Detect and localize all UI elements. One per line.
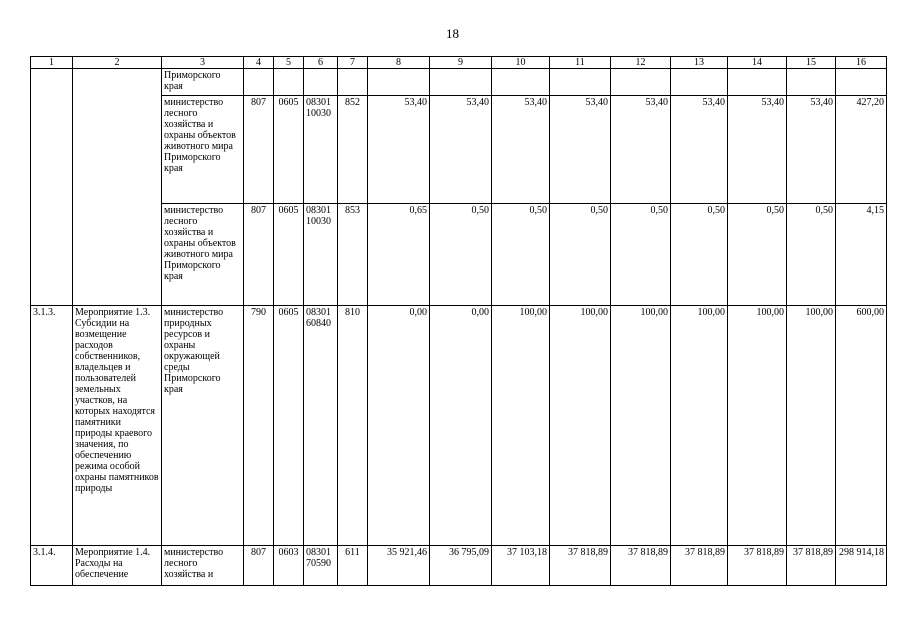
grbs-cell: [244, 69, 274, 96]
value-cell: 53,40: [368, 96, 430, 204]
vr-cell: 852: [338, 96, 368, 204]
row-name-cell: [73, 69, 162, 306]
vr-cell: 853: [338, 204, 368, 306]
section-cell: 0605: [274, 204, 304, 306]
agency-cell: министерство лесного хозяйства и охраны объектов животного мира Приморского края: [162, 204, 244, 306]
column-header: 5: [274, 57, 304, 69]
value-cell: [671, 69, 728, 96]
value-cell: 0,50: [550, 204, 611, 306]
column-header: 16: [836, 57, 887, 69]
column-header: 2: [73, 57, 162, 69]
total-cell: [836, 69, 887, 96]
column-header: 15: [787, 57, 836, 69]
total-cell: 298 914,18: [836, 546, 887, 586]
column-header: 7: [338, 57, 368, 69]
value-cell: 0,50: [492, 204, 550, 306]
value-cell: [787, 69, 836, 96]
value-cell: 53,40: [671, 96, 728, 204]
csr-cell: 08301 10030: [304, 96, 338, 204]
value-cell: 0,00: [430, 306, 492, 546]
total-cell: 600,00: [836, 306, 887, 546]
value-cell: 0,50: [728, 204, 787, 306]
agency-cell: министерство природных ресурсов и охраны окружающей среды Приморского края: [162, 306, 244, 546]
agency-cell: министерство лесного хозяйства и охраны объектов животного мира Приморского края: [162, 96, 244, 204]
column-header: 4: [244, 57, 274, 69]
value-cell: 37 818,89: [671, 546, 728, 586]
value-cell: 35 921,46: [368, 546, 430, 586]
table-row: [31, 306, 887, 546]
row-id-cell: 3.1.3.: [31, 306, 73, 546]
value-cell: 0,00: [368, 306, 430, 546]
value-cell: 100,00: [611, 306, 671, 546]
column-header: 9: [430, 57, 492, 69]
row-name-cell: Мероприятие 1.3. Субсидии на возмещение расходов собственников, владельцев и пользователей земельных участков, на которых находятся памятники природы краевого значения, по обеспечению режима особой охраны памятников природы: [73, 306, 162, 546]
column-header: 13: [671, 57, 728, 69]
grbs-cell: 807: [244, 546, 274, 586]
value-cell: 53,40: [611, 96, 671, 204]
value-cell: 53,40: [787, 96, 836, 204]
page-number: 18: [446, 26, 459, 41]
row-name-cell: Мероприятие 1.4. Расходы на обеспечение: [73, 546, 162, 586]
table-row: [31, 69, 887, 96]
column-header: 12: [611, 57, 671, 69]
value-cell: 53,40: [550, 96, 611, 204]
value-cell: [430, 69, 492, 96]
vr-cell: [338, 69, 368, 96]
value-cell: [550, 69, 611, 96]
section-cell: 0605: [274, 306, 304, 546]
value-cell: 0,50: [671, 204, 728, 306]
value-cell: 37 818,89: [611, 546, 671, 586]
value-cell: 100,00: [728, 306, 787, 546]
budget-table: [30, 56, 887, 586]
value-cell: 37 103,18: [492, 546, 550, 586]
vr-cell: 810: [338, 306, 368, 546]
csr-cell: 08301 70590: [304, 546, 338, 586]
row-id-cell: [31, 69, 73, 306]
csr-cell: 08301 60840: [304, 306, 338, 546]
column-header: 8: [368, 57, 430, 69]
total-cell: 427,20: [836, 96, 887, 204]
value-cell: 0,50: [430, 204, 492, 306]
agency-cell: министерство лесного хозяйства и: [162, 546, 244, 586]
value-cell: 0,50: [611, 204, 671, 306]
value-cell: 53,40: [492, 96, 550, 204]
value-cell: 53,40: [430, 96, 492, 204]
column-header: 1: [31, 57, 73, 69]
value-cell: 0,65: [368, 204, 430, 306]
value-cell: [368, 69, 430, 96]
column-header: 11: [550, 57, 611, 69]
value-cell: 100,00: [787, 306, 836, 546]
grbs-cell: 790: [244, 306, 274, 546]
value-cell: 37 818,89: [550, 546, 611, 586]
value-cell: 37 818,89: [728, 546, 787, 586]
total-cell: 4,15: [836, 204, 887, 306]
section-cell: [274, 69, 304, 96]
value-cell: [492, 69, 550, 96]
value-cell: 37 818,89: [787, 546, 836, 586]
section-cell: 0605: [274, 96, 304, 204]
agency-cell: Приморского края: [162, 69, 244, 96]
column-header: 10: [492, 57, 550, 69]
csr-cell: [304, 69, 338, 96]
grbs-cell: 807: [244, 96, 274, 204]
column-header: 6: [304, 57, 338, 69]
value-cell: [611, 69, 671, 96]
row-id-cell: 3.1.4.: [31, 546, 73, 586]
csr-cell: 08301 10030: [304, 204, 338, 306]
value-cell: 100,00: [671, 306, 728, 546]
value-cell: 100,00: [492, 306, 550, 546]
value-cell: 0,50: [787, 204, 836, 306]
value-cell: 100,00: [550, 306, 611, 546]
table-row: [31, 546, 887, 586]
value-cell: 53,40: [728, 96, 787, 204]
column-header: 3: [162, 57, 244, 69]
value-cell: [728, 69, 787, 96]
vr-cell: 611: [338, 546, 368, 586]
value-cell: 36 795,09: [430, 546, 492, 586]
grbs-cell: 807: [244, 204, 274, 306]
column-number-row: [31, 57, 887, 69]
column-header: 14: [728, 57, 787, 69]
section-cell: 0603: [274, 546, 304, 586]
